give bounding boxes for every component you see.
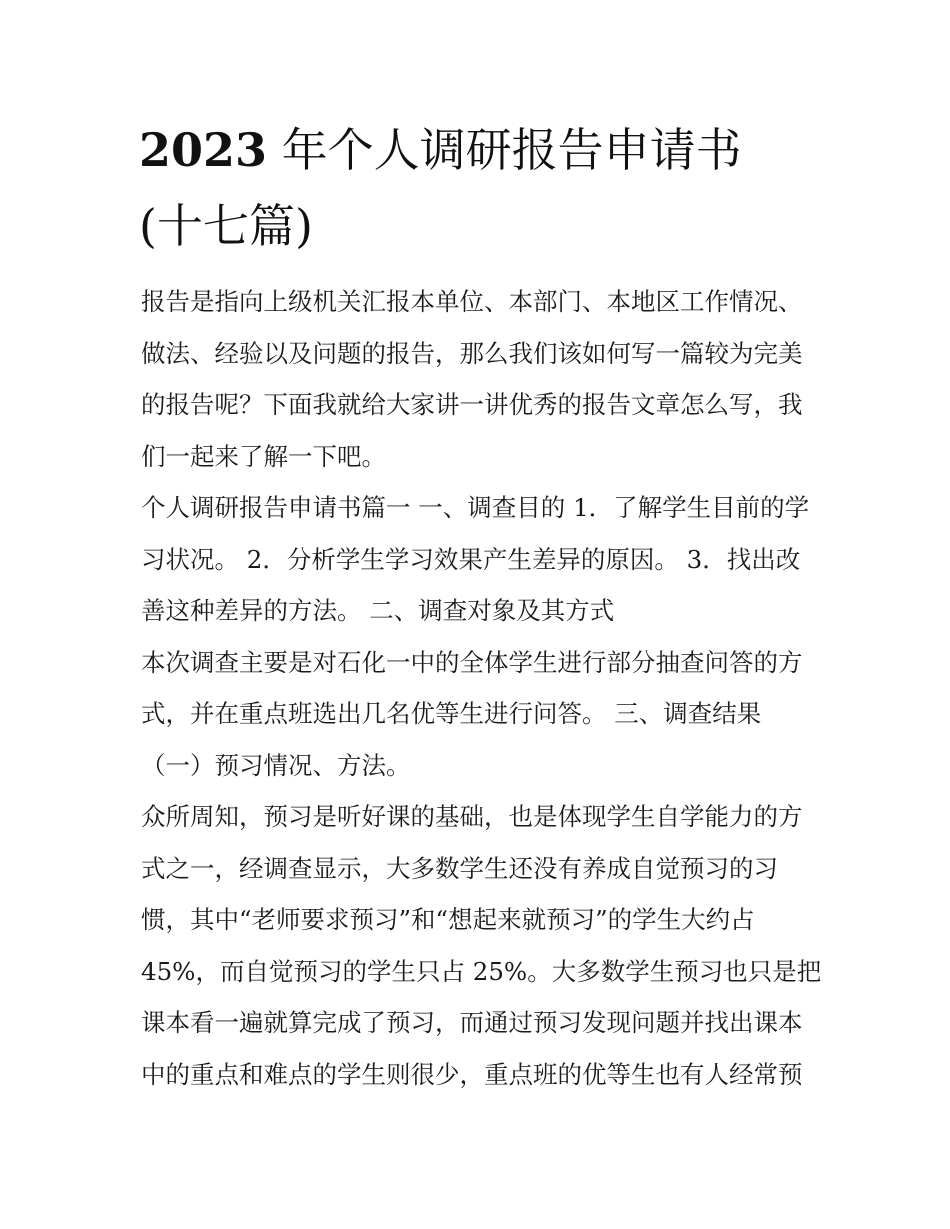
body-line: 课本看一遍就算完成了预习，而通过预习发现问题并找出课本 [141,1008,803,1037]
body-line: 式之一，经调查显示，大多数学生还没有养成自觉预习的习 [141,853,778,883]
body-line: 个人调研报告申请书篇一 一、调查目的 1．了解学生目前的学 [141,493,810,522]
body-line: 惯，其中“老师要求预习”和“想起来就预习”的学生大约占 [141,905,755,934]
body-line: 报告是指向上级机关汇报本单位、本部门、本地区工作情况、 [141,287,803,316]
title-line-2: (十七篇) [139,199,313,253]
body-line: （一）预习情况、方法。 [141,750,411,780]
title-line-1-text: 年个人调研报告申请书 [267,123,742,177]
body-line: 的报告呢？下面我就给大家讲一讲优秀的报告文章怎么写，我 [141,390,803,419]
body-line: 们一起来了解一下吧。 [141,441,386,471]
document-body [141,276,822,1100]
title-year: 2023 [139,123,268,177]
title-line-1 [139,112,819,188]
body-line: 中的重点和难点的学生则很少，重点班的优等生也有人经常预 [141,1059,803,1089]
body-line: 习状况。 2．分析学生学习效果产生差异的原因。 3．找出改 [141,544,801,574]
body-line: 45%，而自觉预习的学生只占 25%。大多数学生预习也只是把 [141,956,822,986]
body-line: 本次调查主要是对石化一中的全体学生进行部分抽查问答的方 [141,647,803,677]
body-line: 众所周知，预习是听好课的基础，也是体现学生自学能力的方 [141,802,803,831]
body-line: 做法、经验以及问题的报告，那么我们该如何写一篇较为完美 [141,338,803,368]
body-line: 式，并在重点班选出几名优等生进行问答。 三、调查结果 [141,699,762,728]
document-title [139,112,819,264]
body-line: 善这种差异的方法。 二、调查对象及其方式 [141,596,615,625]
